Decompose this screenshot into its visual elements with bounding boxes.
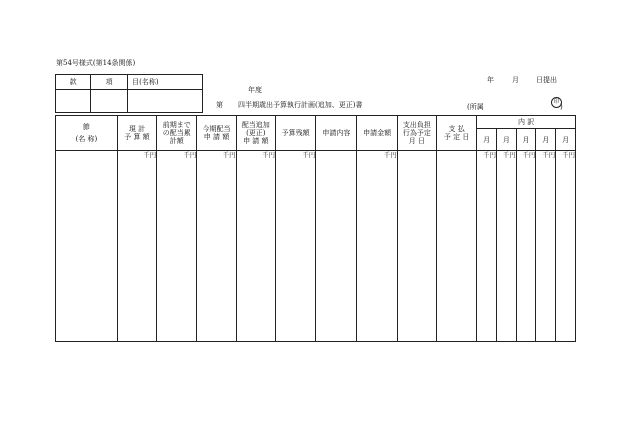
genkei-header xyxy=(117,116,156,151)
month-header-1: 月 xyxy=(477,129,497,151)
haito-header xyxy=(236,116,275,151)
unit-label: 千円 xyxy=(482,151,496,159)
month-header-5: 月 xyxy=(556,129,576,151)
unit-label: 千円 xyxy=(562,151,575,159)
seal-text: 印 xyxy=(551,97,562,108)
zenki-header xyxy=(157,116,197,151)
unit-label: 千円 xyxy=(383,151,397,159)
zenki-line1: 前期まで xyxy=(162,121,191,129)
zenki-line3: 計額 xyxy=(169,137,184,145)
konki-line2: 申 請 額 xyxy=(203,133,230,141)
shiharai-line1: 支 払 xyxy=(448,125,465,133)
unit-label: 千円 xyxy=(542,151,556,159)
haito-line1: 配当追加 xyxy=(241,121,270,129)
shiharai-cell[interactable] xyxy=(437,151,477,342)
form-title: 四半期歳出予算執行計画(追加、更正)書 xyxy=(238,101,363,109)
shishutsu-line3: 月 日 xyxy=(408,137,425,145)
moku-header: 目(名称) xyxy=(128,75,203,90)
date-month-label: 月 xyxy=(512,76,519,84)
fiscal-year-label: 年度 xyxy=(248,86,262,94)
affiliation-open: (所属 xyxy=(467,103,484,111)
kou-header: 項 xyxy=(91,75,128,90)
shishutsu-line1: 支出負担 xyxy=(402,121,431,129)
shishutsu-header xyxy=(397,116,436,151)
setsu-cell[interactable] xyxy=(56,151,118,342)
konki-line1: 今期配当 xyxy=(202,125,231,133)
konki-cell[interactable] xyxy=(197,151,236,342)
genkei-line1: 現 計 xyxy=(128,125,146,133)
kan-cell[interactable] xyxy=(56,90,91,113)
setsu-label: 節 xyxy=(82,123,90,131)
unit-label: 千円 xyxy=(261,151,275,159)
setsu-name-label: (名 称) xyxy=(75,135,98,143)
shishutsu-cell[interactable] xyxy=(397,151,436,342)
konki-header xyxy=(197,116,236,151)
shinsei-naiyo-cell[interactable] xyxy=(316,151,357,342)
month-cell-3[interactable] xyxy=(516,151,536,342)
genkei-cell[interactable] xyxy=(117,151,156,342)
zenki-line2: の配当累 xyxy=(162,129,191,137)
month-cell-1[interactable] xyxy=(477,151,497,342)
shinsei-kingaku-cell[interactable] xyxy=(357,151,397,342)
shishutsu-line2: 行為予定 xyxy=(402,129,431,137)
date-year-label: 年 xyxy=(487,76,494,84)
shinsei-naiyo-header: 申請内容 xyxy=(316,116,357,151)
yosan-zan-cell[interactable] xyxy=(275,151,315,342)
affiliation-close: ) xyxy=(560,103,563,111)
shiharai-line2: 予 定 日 xyxy=(443,133,470,141)
uchiwake-header: 内 訳 xyxy=(477,116,576,129)
haito-cell[interactable] xyxy=(236,151,275,342)
account-table xyxy=(55,74,203,113)
month-header-3: 月 xyxy=(516,129,536,151)
unit-label: 千円 xyxy=(522,151,536,159)
period-prefix: 第 xyxy=(216,101,223,109)
genkei-line2: 予 算 額 xyxy=(124,133,150,141)
haito-line3: 申 請 額 xyxy=(243,137,269,145)
yosan-zan-header: 予算残額 xyxy=(275,116,315,151)
unit-label: 千円 xyxy=(222,151,236,159)
haito-line2: (更正) xyxy=(246,129,266,137)
unit-label: 千円 xyxy=(183,151,197,159)
date-day-label: 日提出 xyxy=(536,76,557,84)
month-cell-2[interactable] xyxy=(496,151,516,342)
kou-cell[interactable] xyxy=(91,90,128,113)
moku-cell[interactable] xyxy=(128,90,203,113)
month-header-4: 月 xyxy=(536,129,556,151)
unit-label: 千円 xyxy=(143,151,157,159)
budget-plan-table xyxy=(55,115,576,342)
shiharai-header xyxy=(437,116,477,151)
unit-label: 千円 xyxy=(502,151,516,159)
month-cell-5[interactable] xyxy=(556,151,576,342)
month-header-2: 月 xyxy=(496,129,516,151)
form-number: 第54号様式(第14条関係) xyxy=(56,59,136,67)
unit-label: 千円 xyxy=(302,151,316,159)
shinsei-kingaku-header: 申請金額 xyxy=(357,116,397,151)
setsu-header xyxy=(56,116,118,151)
month-cell-4[interactable] xyxy=(536,151,556,342)
kan-header: 款 xyxy=(56,75,91,90)
zenki-cell[interactable] xyxy=(157,151,197,342)
